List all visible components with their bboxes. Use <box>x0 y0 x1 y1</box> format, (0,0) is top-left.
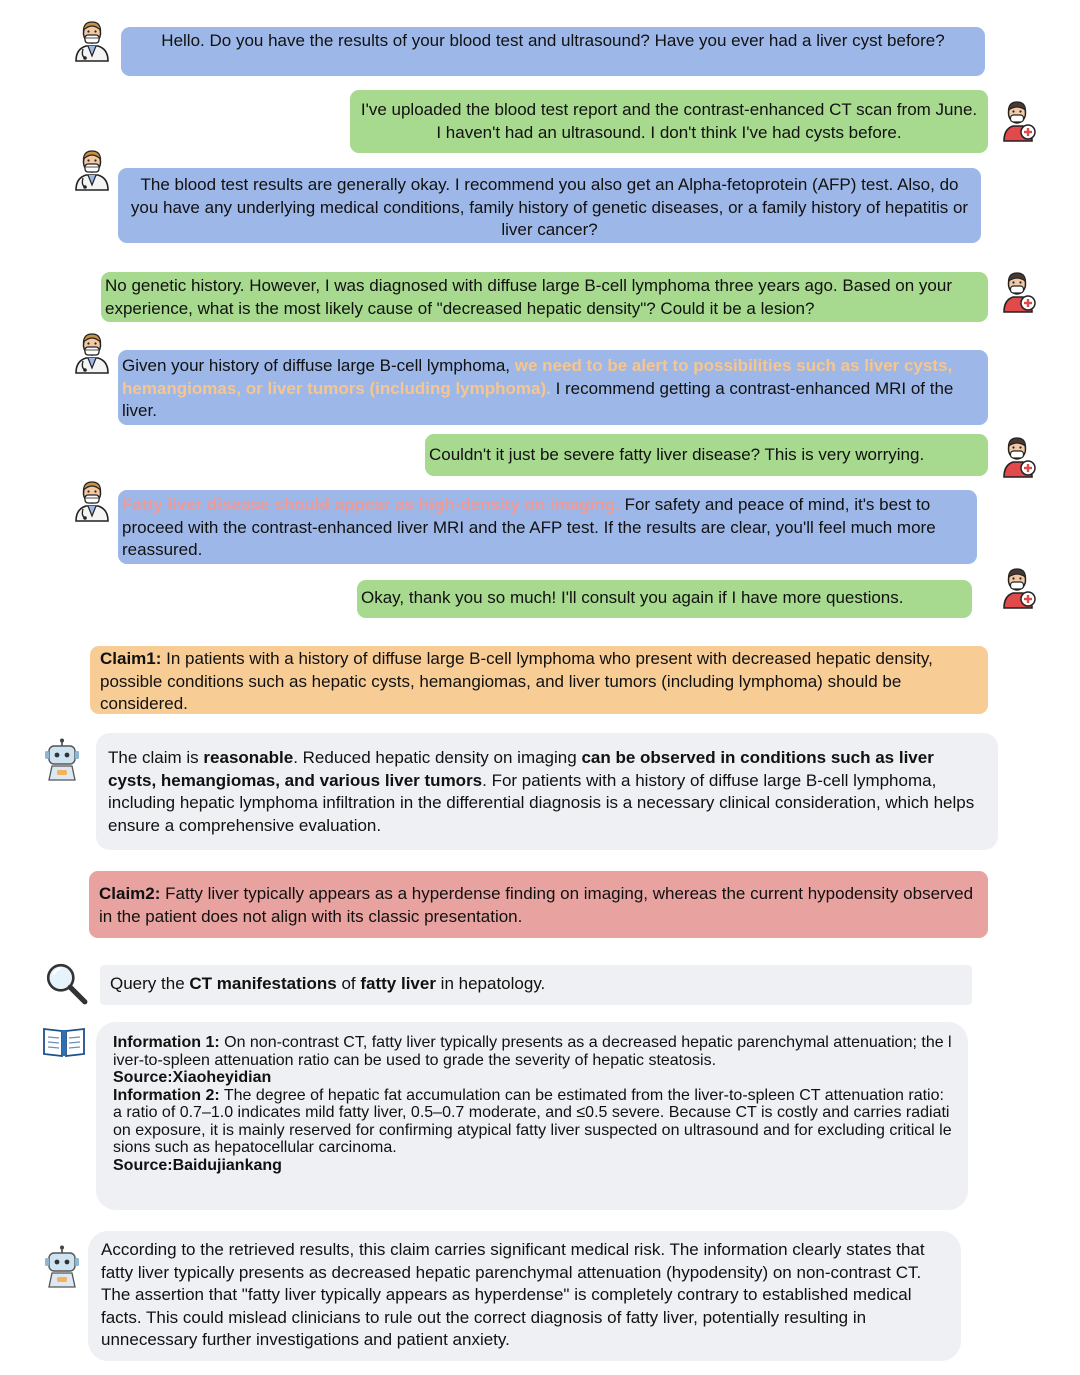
verdict-text: The claim is <box>108 748 204 767</box>
patient-icon <box>998 98 1038 142</box>
query-text: Query the <box>110 974 190 993</box>
patient-icon <box>998 565 1038 609</box>
verdict-text: . For patients with a history of diffuse large B-cell lymphoma, including hepatic lymphoma infiltration in the differential diagnosis is a necessary clinical consideration, which helps ensure a comprehensive evaluation. <box>108 770 975 835</box>
query-text: of <box>336 974 361 993</box>
patient-message <box>425 434 988 476</box>
message-text: Hello. Do you have the results of your blood test and ultrasound? Have you ever had a liver cyst before? <box>161 31 945 50</box>
verdict-2-box <box>88 1231 961 1361</box>
patient-icon <box>998 434 1038 478</box>
message-text: No genetic history. However, I was diagnosed with diffuse large B-cell lymphoma three years ago. Based on your experience, what is the most likely cause of "decreased hepatic density"? Could it be a lesion? <box>105 276 952 318</box>
patient-message <box>101 272 988 322</box>
message-text: The blood test results are generally okay. I recommend you also get an Alpha-fetoprotein (AFP) test. Also, do you have any underlying medical conditions, family history of genetic diseases, or a family history of hepatitis or liver cancer? <box>130 175 969 239</box>
doctor-icon <box>72 147 112 191</box>
claim-2-box <box>89 871 988 938</box>
query-keyword: fatty liver <box>360 974 436 993</box>
highlighted-claim-text: Fatty liver disease should appear as high-density on imaging. <box>122 495 620 514</box>
message-text: Couldn't it just be severe fatty liver disease? This is very worrying. <box>429 445 925 464</box>
information-source: Source:Xiaoheyidian <box>113 1069 272 1086</box>
highlighted-claim-text: we need to be alert to possibilities such as liver cysts, hemangiomas, or liver tumors (including lymphoma). <box>122 356 953 398</box>
doctor-icon <box>72 18 112 62</box>
information-1 <box>113 1034 952 1069</box>
book-icon <box>42 1024 86 1058</box>
verdict-bold-text: reasonable <box>203 748 294 767</box>
message-text: For safety and peace of mind, it's best to proceed with the contrast-enhanced liver MRI and the AFP test. If the results are clear, you'll feel much more reassured. <box>122 495 936 559</box>
claim-1-box <box>90 646 988 714</box>
patient-icon <box>998 269 1038 313</box>
information-text: The degree of hepatic fat accumulation can be estimated from the liver-to-spleen CT attenuation ratio: a ratio of 0.7–1.0 indicates mild fatty liver, 0.5–0.7 moderate, and ≤0.5 severe. Because CT is costly and carries radiation exposure, it is mainly reserved for confirming atypical fatty liver suspected on ultrasound and for excluding critical lesions such as hepatocellular carcinoma. <box>113 1086 952 1156</box>
doctor-message <box>118 168 981 243</box>
information-2 <box>113 1087 952 1157</box>
information-label: Information 2: <box>113 1086 220 1104</box>
verdict-1-box <box>96 733 998 850</box>
information-label: Information 1: <box>113 1034 220 1051</box>
doctor-message <box>118 490 977 564</box>
verdict-bold-text: can be observed in conditions such as liver cysts, hemangiomas, and various liver tumors <box>108 748 934 790</box>
robot-icon <box>42 1245 82 1289</box>
information-box <box>96 1022 968 1210</box>
message-text: I recommend getting a contrast-enhanced MRI of the liver. <box>122 378 954 420</box>
verdict-text: . Reduced hepatic density on imaging <box>293 748 582 767</box>
doctor-icon <box>72 330 112 374</box>
verdict-text: According to the retrieved results, this claim carries significant medical risk. The information clearly states that fatty liver typically presents as decreased hepatic parenchymal attenuation (hypodensity) on non-contrast CT. The assertion that "fatty liver typically appears as hyperdense" is completely contrary to established medical facts. This could mislead clinicians to rule out the correct diagnosis of fatty liver, potentially resulting in unnecessary further investigations and patient anxiety. <box>101 1240 925 1349</box>
message-text: Given your history of diffuse large B-cell lymphoma, <box>122 356 515 375</box>
query-keyword: CT manifestations <box>189 974 337 993</box>
message-text: I've uploaded the blood test report and the contrast-enhanced CT scan from June. I haven't had an ultrasound. I don't think I've had cysts before. <box>360 100 978 142</box>
query-box <box>100 965 972 1005</box>
information-text: On non-contrast CT, fatty liver typically presents as a decreased hepatic parenchymal attenuation; the liver-to-spleen attenuation ratio can be used to grade the severity of hepatic steatosis. <box>113 1034 952 1069</box>
patient-message <box>350 90 988 153</box>
claim-label: Claim1: <box>100 649 162 668</box>
patient-message <box>357 580 972 618</box>
doctor-message <box>118 350 988 425</box>
robot-icon <box>42 738 82 782</box>
doctor-message <box>121 27 985 76</box>
doctor-icon <box>72 478 112 522</box>
information-source: Source:Baidujiankang <box>113 1156 282 1174</box>
message-text: Okay, thank you so much! I'll consult you again if I have more questions. <box>361 588 904 607</box>
claim-text: Fatty liver typically appears as a hyperdense finding on imaging, whereas the current hypodensity observed in the patient does not align with its classic presentation. <box>99 884 974 926</box>
claim-text: In patients with a history of diffuse large B-cell lymphoma who present with decreased hepatic density, possible conditions such as hepatic cysts, hemangiomas, and liver tumors (including lymphoma) should be considered. <box>100 649 933 713</box>
magnifier-icon <box>43 960 89 1006</box>
claim-label: Claim2: <box>99 884 161 903</box>
query-text: in hepatology. <box>435 974 546 993</box>
